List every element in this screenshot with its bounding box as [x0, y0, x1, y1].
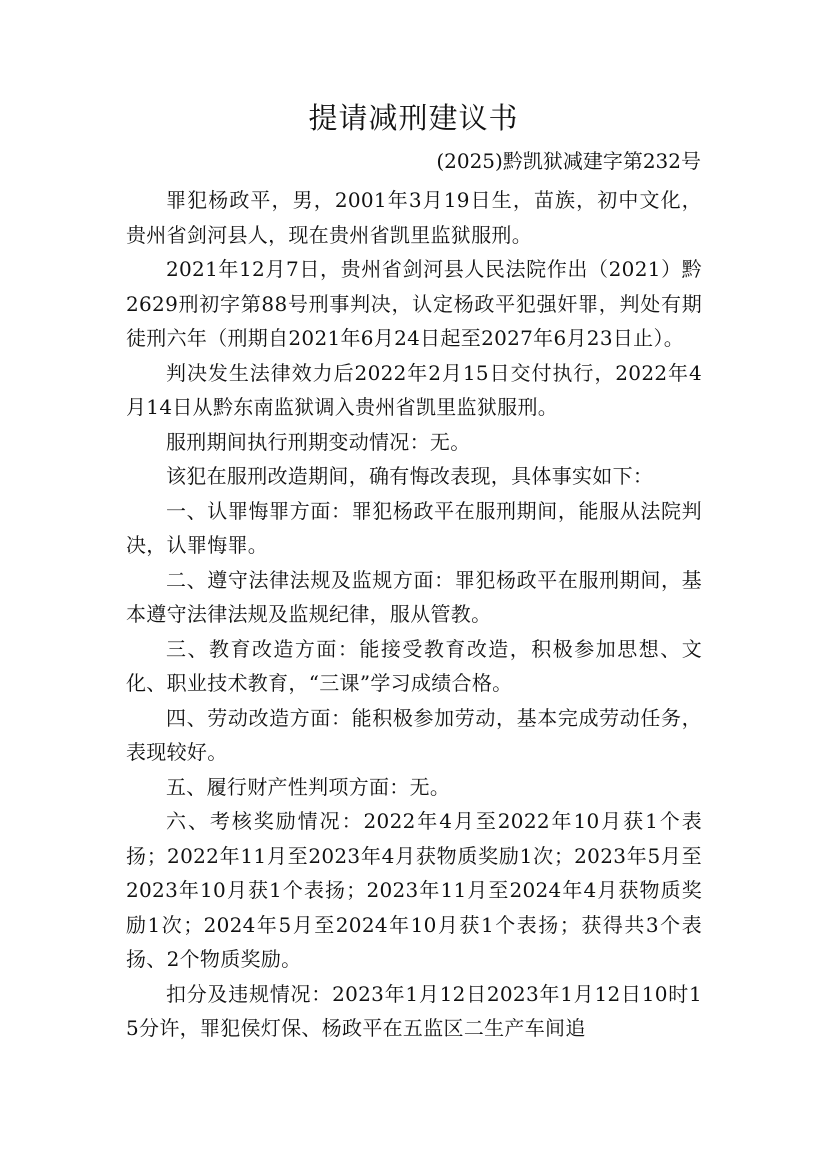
- paragraph-execution: 判决发生法律效力后2022年2月15日交付执行，2022年4月14日从黔东南监狱调入贵州省凯里监狱服刑。: [126, 360, 702, 419]
- paragraph-repentance-intro: 该犯在服刑改造期间，确有悔改表现，具体事实如下：: [166, 464, 654, 488]
- paragraph-judgment: 2021年12月7日，贵州省剑河县人民法院作出（2021）黔2629刑初字第88号刑事判决，认定杨政平犯强奸罪，判处有期徒刑六年（刑期自2021年6月24日起至2027年6月23日止）。: [126, 257, 702, 350]
- paragraph-item-5: 五、履行财产性判项方面：无。: [166, 774, 451, 799]
- document-body: [126, 183, 702, 1046]
- paragraph-violations: 扣分及违规情况：2023年1月12日2023年1月12日10时15分许，罪犯侯灯保、杨政平在五监区二生产车间追: [126, 981, 702, 1040]
- paragraph-item-2: 二、遵守法律法规及监规方面：罪犯杨政平在服刑期间，基本遵守法律法规及监规纪律，服从管教。: [126, 567, 702, 626]
- paragraph-item-4: 四、劳动改造方面：能积极参加劳动，基本完成劳动任务，表现较好。: [126, 705, 702, 764]
- paragraph-item-6: 六、考核奖励情况：2022年4月至2022年10月获1个表扬；2022年11月至2023年4月获物质奖励1次；2023年5月至2023年10月获1个表扬；2023年11月至2024年4月获物质奖励1次；2024年5月至2024年10月获1个表扬；获得共3个表扬、2个物质奖励。: [126, 809, 702, 971]
- document-title: 提请减刑建议书: [308, 101, 519, 135]
- paragraph-personal-info: 罪犯杨政平，男，2001年3月19日生，苗族，初中文化，贵州省剑河县人，现在贵州省凯里监狱服刑。: [126, 188, 702, 247]
- paragraph-sentence-change: 服刑期间执行刑期变动情况：无。: [166, 429, 471, 454]
- paragraph-item-1: 一、认罪悔罪方面：罪犯杨政平在服刑期间，能服从法院判决，认罪悔罪。: [126, 498, 702, 557]
- document-number: (2025)黔凯狱减建字第232号: [436, 149, 701, 173]
- paragraph-item-3: 三、教育改造方面：能接受教育改造，积极参加思想、文化、职业技术教育，“三课”学习成绩合格。: [126, 636, 702, 695]
